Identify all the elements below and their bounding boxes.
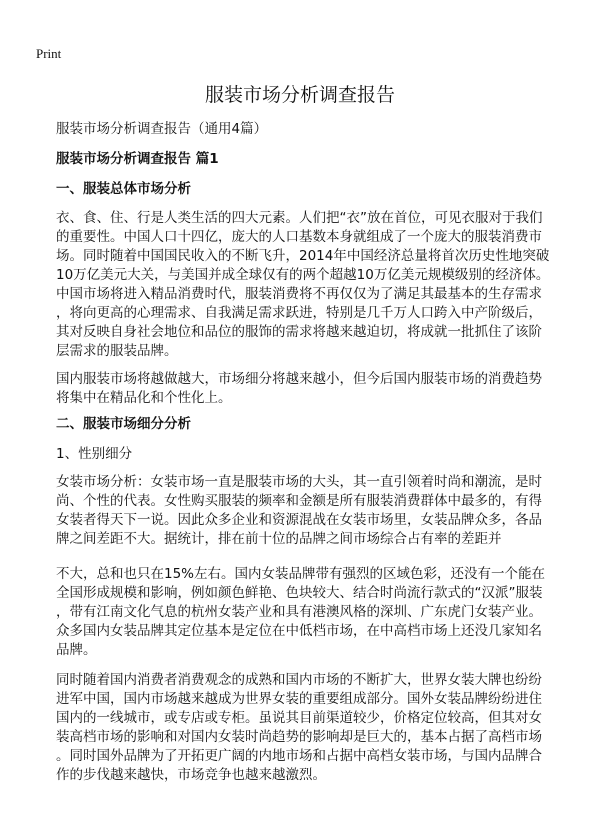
text-line: 的重要性。中国人口十四亿，庞大的人口基数本身就组成了一个庞大的服装消费市 <box>56 229 542 245</box>
text-line: 中国市场将进入精品消费时代，服装消费将不再仅仅为了满足其最基本的生存需求 <box>56 286 542 302</box>
text-line: 将集中在精品化和个性化上。 <box>56 390 232 406</box>
paragraph <box>56 209 556 361</box>
part-heading: 服装市场分析调查报告 篇1 <box>56 151 219 167</box>
text-line: 。同时国外品牌为了开拓更广阔的内地市场和占据中高档女装市场，与国内品牌合 <box>56 748 542 764</box>
subsection-heading: 1、性别细分 <box>56 446 133 462</box>
text-line: ，将向更高的心理需求、自我满足需求跃进，特别是几千万人口跨入中产阶级后， <box>56 305 542 321</box>
text-line: 进军中国，国内市场越来越成为世界女装的重要组成部分。国外女装品牌纷纷进住 <box>56 691 542 707</box>
text-line: 衣、食、住、行是人类生活的四大元素。人们把“衣”放在首位，可见衣服对于我们 <box>56 210 543 226</box>
subtitle: 服装市场分析调查报告（通用4篇） <box>56 121 268 137</box>
text-line: 品牌。 <box>56 642 97 658</box>
text-line: 不大，总和也只在15%左右。国内女装品牌带有强烈的区域色彩，还没有一个能在 <box>56 566 546 582</box>
text-line: 层需求的服装品牌。 <box>56 343 178 359</box>
print-link[interactable]: Print <box>36 46 62 61</box>
text-line: 尚、个性的代表。女性购买服装的频率和金额是所有服装消费群体中最多的，有得 <box>56 493 542 509</box>
text-line: 场。同时随着中国国民收入的不断飞升，2014年中国经济总量将首次历史性地突破 <box>56 248 550 264</box>
text-line: 国内的一线城市，或专店或专柜。虽说其目前渠道较少，价格定位较高，但其对女 <box>56 710 542 726</box>
text-line: 国内服装市场将越做越大，市场细分将越来越小，但今后国内服装市场的消费趋势 <box>56 371 542 387</box>
document-title: 服装市场分析调查报告 <box>204 84 395 106</box>
text-line: 10万亿美元大关，与美国并成全球仅有的两个超越10万亿美元规模级别的经济体。 <box>56 267 550 283</box>
section1-heading: 一、服装总体市场分析 <box>56 181 191 197</box>
text-line: 装高档市场的影响和对国内女装时尚趋势的影响却是巨大的，基本占据了高档市场 <box>56 729 542 745</box>
text-line: 女装者得天下一说。因此众多企业和资源混战在女装市场里，女装品牌众多，各品 <box>56 512 542 528</box>
text-line: 作的步伐越来越快，市场竞争也越来越激烈。 <box>56 767 326 783</box>
text-line: 同时随着国内消费者消费观念的成熟和国内市场的不断扩大，世界女装大牌也纷纷 <box>56 672 542 688</box>
text-line: 其对反映自身社会地位和品位的服饰的需求将越来越迫切，将成就一批抓住了该阶 <box>56 324 542 340</box>
paragraph <box>56 473 556 549</box>
text-line: 牌之间差距不大。据统计，排在前十位的品牌之间市场综合占有率的差距并 <box>56 531 502 547</box>
text-line: 女装市场分析：女装市场一直是服装市场的大头，其一直引领着时尚和潮流，是时 <box>56 474 542 490</box>
text-line: ，带有江南文化气息的杭州女装产业和具有港澳风格的深圳、广东虎门女装产业。 <box>56 604 542 620</box>
paragraph <box>56 565 556 660</box>
section2-heading: 二、服装市场细分分析 <box>56 416 191 432</box>
paragraph <box>56 370 556 408</box>
paragraph <box>56 671 556 785</box>
text-line: 全国形成规模和影响，例如颜色鲜艳、色块较大、结合时尚流行款式的“汉派”服装 <box>56 585 543 601</box>
text-line: 众多国内女装品牌其定位基本是定位在中低档市场，在中高档市场上还没几家知名 <box>56 623 542 639</box>
